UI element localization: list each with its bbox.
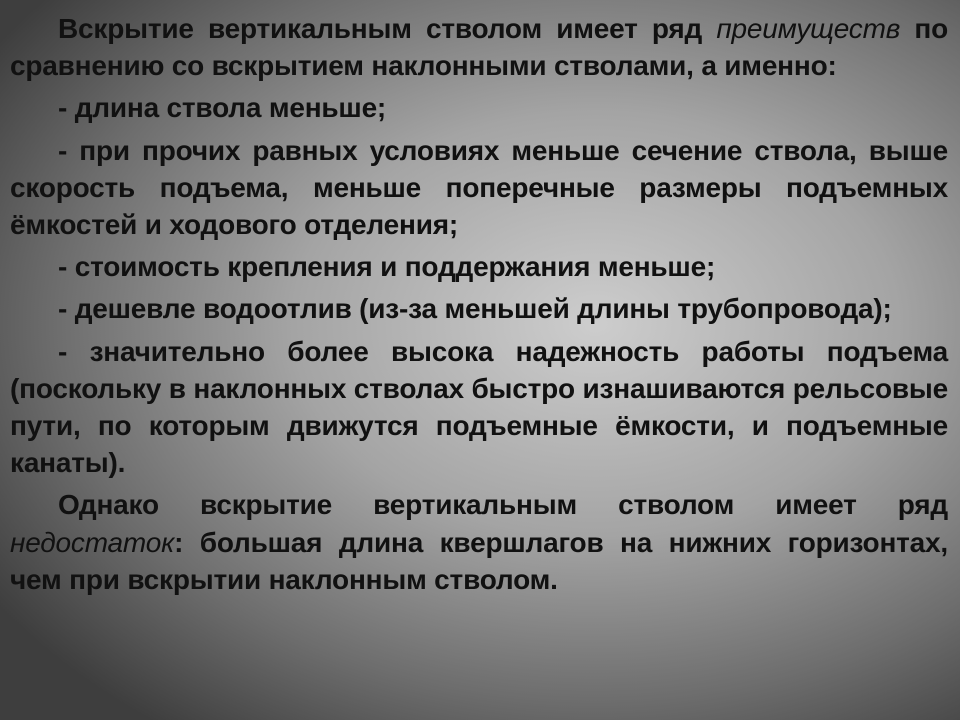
intro-text-start: Вскрытие вертикальным стволом имеет ряд — [58, 13, 717, 44]
advantage-item: - значительно более высока надежность работы подъема (поскольку в наклонных стволах быстро изнашиваются рельсовые пути, по которым движутся подъемные ёмкости, и подъемные канаты). — [10, 335, 949, 479]
advantage-item: - стоимость крепления и поддержания меньше; — [58, 251, 716, 283]
slide-body — [10, 10, 948, 603]
advantage-item: - при прочих равных условиях меньше сечение ствола, выше скорость подъема, меньше поперечные размеры подъемных ёмкостей и ходового отделения; — [10, 134, 948, 241]
disadvantage-text-end: : большая длина квершлагов на нижних горизонтах, чем при вскрытии наклонным стволом. — [10, 526, 948, 595]
advantage-item: - длина ствола меньше; — [58, 92, 387, 124]
intro-emphasis: преимуществ — [716, 13, 901, 44]
intro-text-end: по сравнению со вскрытием наклонными стволами, а именно: — [10, 13, 948, 82]
disadvantage-paragraph — [10, 486, 948, 598]
intro-paragraph — [10, 10, 948, 84]
disadvantage-emphasis: недостаток — [10, 526, 175, 558]
advantage-item: - дешевле водоотлив (из-за меньшей длины трубопровода); — [58, 293, 892, 325]
disadvantage-text-start: Однако вскрытие вертикальным стволом имеет ряд — [58, 489, 948, 521]
